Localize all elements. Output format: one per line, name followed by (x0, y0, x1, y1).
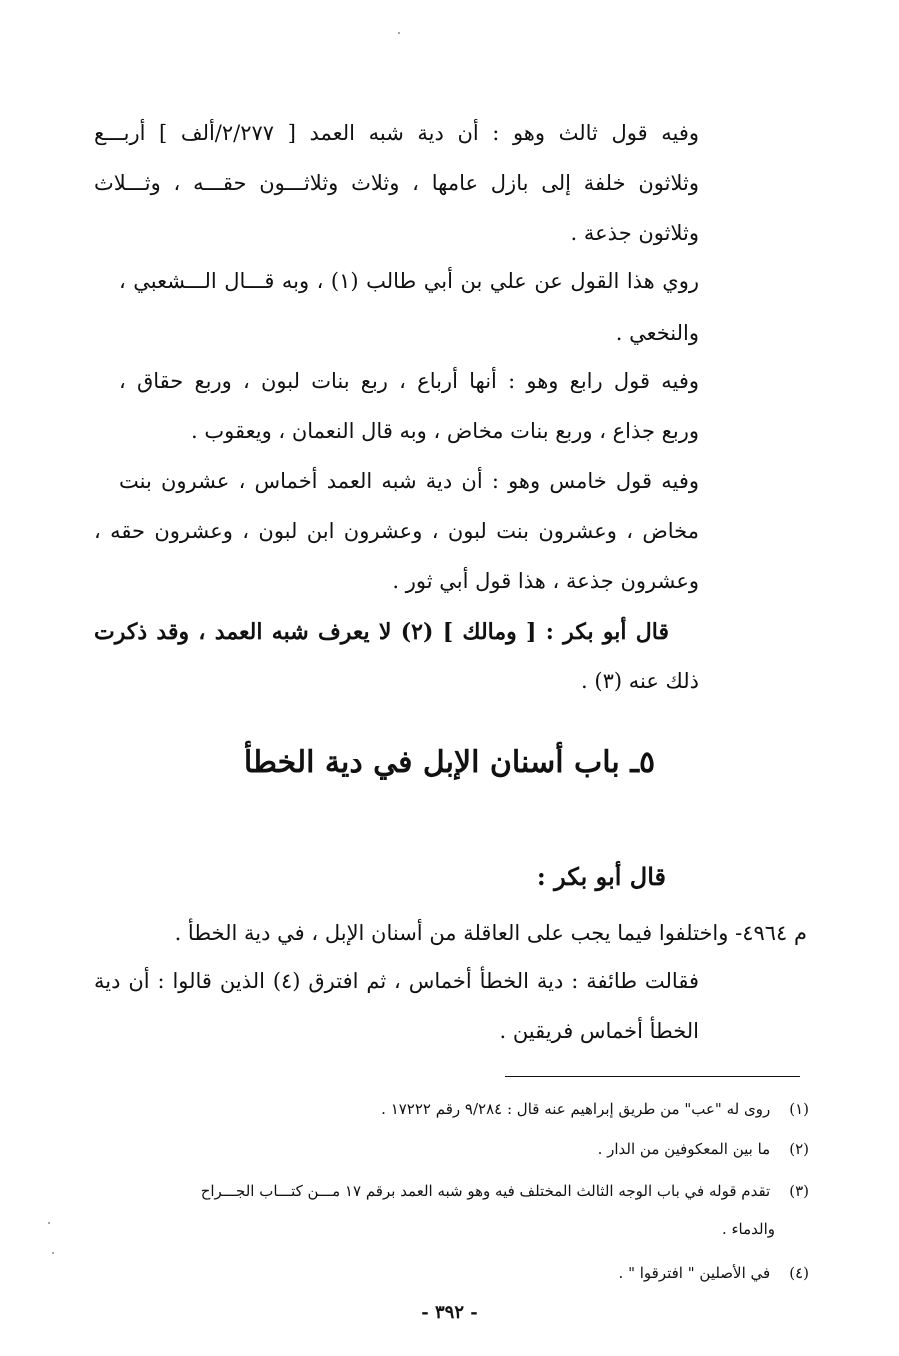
paragraph-1-line-2: وثلاثون خلفة إلى بازل عامها ، وثلاث وثلاثـــون حقـــه ، وثـــلاث (94, 171, 699, 195)
footnote-text: روى له "عب" من طريق إبراهيم عنه قال : ٩/٢٨٤ رقم ١٧٢٢٢ . (381, 1100, 771, 1118)
footnote-text: ما بين المعكوفين من الدار . (597, 1140, 771, 1158)
footnote-3-continuation: والدماء . (721, 1220, 775, 1238)
paragraph-4-line-3: وعشرون جذعة ، هذا قول أبي ثور . (392, 569, 699, 593)
paragraph-4-line-2: مخاض ، وعشرون بنت لبون ، وعشرون ابن لبون ، وعشرون حقه ، (94, 519, 699, 543)
footnote-1 (91, 1098, 809, 1120)
paragraph-5-line-1: قال أبو بكر : [ ومالك ] (٢) لا يعرف شبه العمد ، وقد ذكرت (94, 619, 669, 645)
paragraph-1-line-3: وثلاثون جذعة . (570, 221, 699, 245)
footnote-3 (91, 1180, 809, 1202)
footnote-number: (٤) (789, 1264, 809, 1282)
footnote-2 (91, 1138, 809, 1160)
paragraph-3-line-2: وربع جذاع ، وربع بنات مخاض ، وبه قال النعمان ، ويعقوب . (191, 419, 699, 443)
scan-speck (398, 32, 400, 34)
paragraph-1-line-1: وفيه قول ثالث وهو : أن دية شبه العمد [ ٢/٢٧٧/ألف ] أربـــع (94, 121, 699, 145)
paragraph-5-line-2: ذلك عنه (٣) . (581, 669, 699, 693)
scan-speck (52, 1252, 54, 1254)
footnote-4 (91, 1262, 809, 1284)
scan-speck (48, 1222, 50, 1224)
footnote-text: في الأصلين " افترقوا " . (618, 1264, 771, 1282)
paragraph-4-line-1: وفيه قول خامس وهو : أن دية شبه العمد أخماس ، عشرون بنت (119, 469, 699, 493)
footnote-number: (٣) (789, 1182, 809, 1200)
chapter-heading: ٥ـ باب أسنان الإبل في دية الخطأ (243, 745, 656, 780)
footnote-separator (505, 1076, 800, 1077)
sub-heading: قال أبو بكر : (536, 862, 666, 891)
footnote-number: (٢) (789, 1140, 809, 1158)
footnote-number: (١) (789, 1100, 809, 1118)
entry-line-3: الخطأ أخماس فريقين . (499, 1019, 699, 1043)
paragraph-2-line-2: والنخعي . (615, 321, 699, 345)
entry-line-2: فقالت طائفة : دية الخطأ أخماس ، ثم افترق (٤) الذين قالوا : أن دية (94, 969, 699, 993)
paragraph-3-line-1: وفيه قول رابع وهو : أنها أرباع ، ربع بنات لبون ، وربع حقاق ، (119, 369, 699, 393)
page-number: - ٣٩٢ - (421, 1302, 478, 1323)
entry-line-1: م ٤٩٦٤- واختلفوا فيما يجب على العاقلة من أسنان الإبل ، في دية الخطأ . (174, 921, 807, 945)
footnote-text: تقدم قوله في باب الوجه الثالث المختلف فيه وهو شبه العمد برقم ١٧ مـــن كتـــاب الجـــراح (200, 1182, 771, 1200)
paragraph-2-line-1: روي هذا القول عن علي بن أبي طالب (١) ، وبه قـــال الـــشعبي ، (119, 269, 699, 293)
